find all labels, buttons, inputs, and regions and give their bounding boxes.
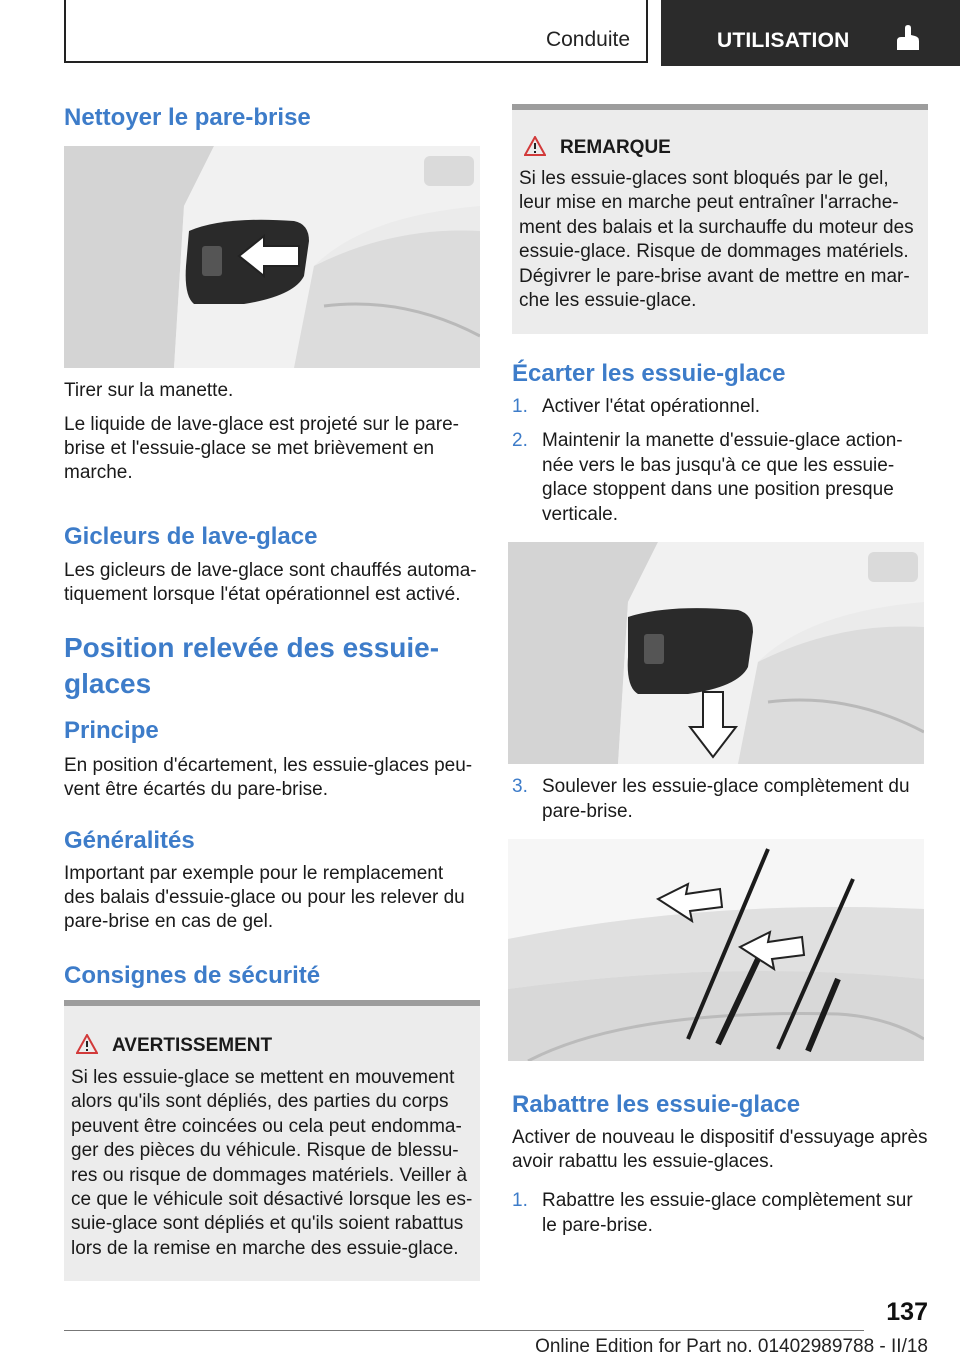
text-line: avoir rabattu les essuie-glaces.: [512, 1151, 774, 1172]
step-number: 1.: [512, 1190, 528, 1211]
figure-wiper-lever-down: [508, 542, 924, 764]
text-line: Soulever les essuie-glace complètement du: [542, 776, 910, 797]
paragraph-fold-in: [512, 1126, 932, 1174]
heading-line: glaces: [64, 668, 152, 699]
section-title: Conduite: [545, 28, 630, 51]
chapter-title: UTILISATION: [717, 29, 850, 52]
heading-fold-out-wipers: Écarter les essuie-glace: [512, 360, 786, 387]
lever-down-illustration: [508, 542, 924, 764]
step-text: [542, 775, 910, 824]
text-line: essuie-glace. Risque de dommages matériels.: [519, 241, 909, 263]
text-line: le pare-brise.: [542, 1214, 653, 1236]
chapter-tab: [661, 0, 960, 66]
step-text: [542, 429, 903, 527]
figure-wipers-raised: [508, 839, 924, 1061]
note-title: REMARQUE: [560, 137, 671, 158]
text-line: Les gicleurs de lave-glace sont chauffés automa-: [64, 560, 477, 581]
step-text: Activer l'état opérationnel.: [542, 396, 761, 417]
text-line: Dégivrer le pare-brise avant de mettre en mar-: [519, 265, 910, 287]
paragraph-washer-fluid: [64, 413, 484, 485]
text-line: Activer de nouveau le dispositif d'essuyage après: [512, 1127, 928, 1148]
text-line: ger des pièces du véhicule. Risque de blessu-: [71, 1140, 459, 1162]
text-line: vent être écartés du pare-brise.: [64, 779, 329, 800]
paragraph-principle: [64, 754, 484, 802]
text-line: lors de la remise en marche des essuie-glace.: [71, 1237, 459, 1259]
wipers-raised-illustration: [508, 839, 924, 1061]
paragraph-washer-nozzles: [64, 559, 484, 607]
heading-safety: Consignes de sécurité: [64, 962, 321, 989]
heading-clean-windshield: Nettoyer le pare-brise: [64, 104, 311, 131]
heading-fold-in-wipers: Rabattre les essuie-glace: [512, 1091, 801, 1118]
text-line: tiquement lorsque l'état opérationnel est activé.: [64, 584, 461, 605]
text-line: Si les essuie-glace se mettent en mouvement: [71, 1067, 455, 1088]
instruction-pull-lever: Tirer sur la manette.: [64, 380, 234, 401]
warning-text: [71, 1066, 476, 1261]
text-line: Le liquide de lave-glace est projeté sur le pare-: [64, 414, 460, 435]
heading-line: Position relevée des essuie-: [64, 632, 440, 663]
text-line: res ou risque de dommages matériels. Veiller à: [71, 1164, 468, 1186]
step-number: 1.: [512, 396, 528, 417]
note-text: [519, 167, 924, 313]
text-line: Important par exemple pour le remplacement: [64, 863, 444, 884]
text-line: ce que le véhicule soit désactivé lorsque les es-: [71, 1189, 473, 1211]
page-header: [0, 0, 960, 66]
warning-title: AVERTISSEMENT: [112, 1035, 273, 1056]
heading-principle: Principe: [64, 717, 159, 744]
text-line: glace stoppent dans une position presque: [542, 479, 894, 500]
text-line: verticale.: [542, 503, 619, 525]
page-number: 137: [886, 1298, 928, 1326]
text-line: née vers le bas jusqu'à ce que les essuie-: [542, 454, 895, 476]
paragraph-general: [64, 862, 484, 934]
text-line: suie-glace sont dépliés et qu'ils soient rabattus: [71, 1213, 464, 1235]
text-line: des balais d'essuie-glace ou pour les relever du: [64, 887, 465, 908]
heading-general: Généralités: [64, 827, 195, 854]
text-line: alors qu'ils sont dépliés, des parties du corps: [71, 1091, 449, 1113]
text-line: Rabattre les essuie-glace complètement sur: [542, 1190, 913, 1211]
step-item: [512, 395, 928, 421]
text-line: marche.: [64, 462, 133, 483]
step-number: 3.: [512, 776, 528, 797]
step-text: [542, 1189, 913, 1238]
step-item: [512, 429, 928, 529]
heading-raised-position: [64, 630, 439, 702]
text-line: Si les essuie-glaces sont bloqués par le gel,: [519, 168, 889, 189]
edition-note: Online Edition for Part no. 01402989788 - II/18: [535, 1336, 928, 1357]
footer-divider: [64, 1330, 864, 1331]
text-line: Maintenir la manette d'essuie-glace action-: [542, 430, 903, 451]
step-item: [512, 1189, 928, 1241]
text-line: peuvent être coincées ou cela peut endomma-: [71, 1115, 462, 1137]
text-line: ment des balais et la surchauffe du moteur des: [519, 216, 914, 238]
text-line: pare-brise.: [542, 800, 633, 822]
figure-wiper-lever-pull: [64, 146, 480, 368]
hand-pointer-icon: [893, 24, 921, 52]
warning-box: [64, 1000, 480, 1281]
text-line: brise et l'essuie-glace se met brièvement en: [64, 438, 435, 459]
step-item: [512, 775, 928, 827]
lever-pull-illustration: [64, 146, 480, 368]
text-line: pare-brise en cas de gel.: [64, 911, 274, 932]
heading-washer-nozzles: Gicleurs de lave-glace: [64, 523, 318, 550]
text-line: che les essuie-glace.: [519, 290, 697, 312]
warning-triangle-icon: [76, 1034, 98, 1054]
text-line: leur mise en marche peut entraîner l'arrache-: [519, 192, 899, 214]
warning-triangle-icon: [524, 136, 546, 156]
text-line: En position d'écartement, les essuie-glaces peu-: [64, 755, 473, 776]
header-frame: [64, 0, 648, 63]
note-box: [512, 104, 928, 334]
step-number: 2.: [512, 430, 528, 451]
